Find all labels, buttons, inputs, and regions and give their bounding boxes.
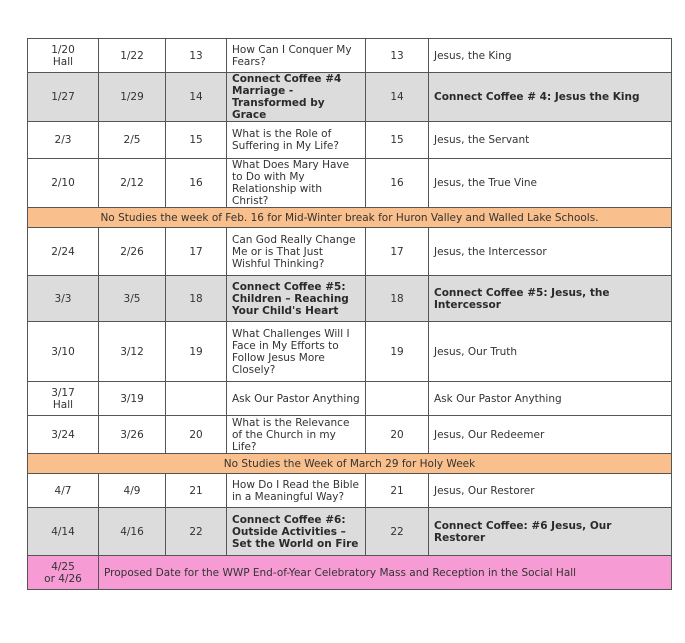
session-number: 20 bbox=[166, 416, 227, 454]
table-row bbox=[28, 208, 672, 228]
table-row bbox=[28, 508, 672, 556]
study-number: 19 bbox=[366, 322, 429, 382]
date-cell-primary: 3/10 bbox=[28, 322, 99, 382]
date-cell-primary: 2/10 bbox=[28, 159, 99, 208]
topic-cell: Ask Our Pastor Anything bbox=[227, 382, 366, 416]
study-number bbox=[366, 382, 429, 416]
study-cell: Jesus, the True Vine bbox=[429, 159, 672, 208]
table-row bbox=[28, 276, 672, 322]
date-cell-primary: 3/17 Hall bbox=[28, 382, 99, 416]
study-cell: Jesus, Our Truth bbox=[429, 322, 672, 382]
date-cell-primary: 1/20 Hall bbox=[28, 39, 99, 73]
study-number: 13 bbox=[366, 39, 429, 73]
session-number: 15 bbox=[166, 122, 227, 159]
study-number: 14 bbox=[366, 73, 429, 122]
topic-cell: What Does Mary Have to Do with My Relationship with Christ? bbox=[227, 159, 366, 208]
study-cell: Jesus, the Servant bbox=[429, 122, 672, 159]
session-number: 16 bbox=[166, 159, 227, 208]
session-number: 22 bbox=[166, 508, 227, 556]
date-cell-primary: 3/24 bbox=[28, 416, 99, 454]
study-cell: Connect Coffee #5: Jesus, the Intercessor bbox=[429, 276, 672, 322]
date-cell-secondary: 1/29 bbox=[99, 73, 166, 122]
session-number: 14 bbox=[166, 73, 227, 122]
schedule-table bbox=[27, 38, 672, 590]
date-cell-secondary: 3/19 bbox=[99, 382, 166, 416]
table-row bbox=[28, 474, 672, 508]
topic-cell: Connect Coffee #6: Outside Activities – Set the World on Fire bbox=[227, 508, 366, 556]
date-cell-secondary: 3/26 bbox=[99, 416, 166, 454]
session-number: 19 bbox=[166, 322, 227, 382]
break-notice: No Studies the week of Feb. 16 for Mid-Winter break for Huron Valley and Walled Lake Schools. bbox=[28, 208, 672, 228]
topic-cell: Connect Coffee #5: Children – Reaching Your Child's Heart bbox=[227, 276, 366, 322]
session-number bbox=[166, 382, 227, 416]
date-cell-primary: 4/7 bbox=[28, 474, 99, 508]
table-row bbox=[28, 73, 672, 122]
table-row bbox=[28, 39, 672, 73]
table-row bbox=[28, 416, 672, 454]
date-cell-secondary: 2/12 bbox=[99, 159, 166, 208]
topic-cell: How Can I Conquer My Fears? bbox=[227, 39, 366, 73]
study-cell: Jesus, Our Restorer bbox=[429, 474, 672, 508]
table-row bbox=[28, 382, 672, 416]
topic-cell: What is the Role of Suffering in My Life? bbox=[227, 122, 366, 159]
study-cell: Jesus, Our Redeemer bbox=[429, 416, 672, 454]
study-number: 22 bbox=[366, 508, 429, 556]
date-cell-secondary: 2/5 bbox=[99, 122, 166, 159]
topic-cell: What Challenges Will I Face in My Efforts to Follow Jesus More Closely? bbox=[227, 322, 366, 382]
mass-date-cell: 4/25 or 4/26 bbox=[28, 556, 99, 590]
session-number: 17 bbox=[166, 228, 227, 276]
date-cell-primary: 2/24 bbox=[28, 228, 99, 276]
table-row bbox=[28, 228, 672, 276]
date-cell-secondary: 3/5 bbox=[99, 276, 166, 322]
topic-cell: Connect Coffee #4 Marriage - Transformed by Grace bbox=[227, 73, 366, 122]
date-cell-secondary: 4/9 bbox=[99, 474, 166, 508]
table-row bbox=[28, 454, 672, 474]
session-number: 13 bbox=[166, 39, 227, 73]
date-cell-secondary: 1/22 bbox=[99, 39, 166, 73]
schedule-body bbox=[28, 39, 672, 590]
study-cell: Jesus, the Intercessor bbox=[429, 228, 672, 276]
date-cell-secondary: 4/16 bbox=[99, 508, 166, 556]
date-cell-primary: 1/27 bbox=[28, 73, 99, 122]
study-cell: Connect Coffee: #6 Jesus, Our Restorer bbox=[429, 508, 672, 556]
date-cell-primary: 2/3 bbox=[28, 122, 99, 159]
break-notice: No Studies the Week of March 29 for Holy Week bbox=[28, 454, 672, 474]
date-cell-primary: 3/3 bbox=[28, 276, 99, 322]
date-cell-secondary: 3/12 bbox=[99, 322, 166, 382]
date-cell-primary: 4/14 bbox=[28, 508, 99, 556]
table-row bbox=[28, 322, 672, 382]
table-row bbox=[28, 122, 672, 159]
study-number: 21 bbox=[366, 474, 429, 508]
study-number: 18 bbox=[366, 276, 429, 322]
mass-notice: Proposed Date for the WWP End-of-Year Celebratory Mass and Reception in the Social Hall bbox=[99, 556, 672, 590]
study-number: 16 bbox=[366, 159, 429, 208]
session-number: 18 bbox=[166, 276, 227, 322]
study-cell: Jesus, the King bbox=[429, 39, 672, 73]
table-row bbox=[28, 159, 672, 208]
study-cell: Connect Coffee # 4: Jesus the King bbox=[429, 73, 672, 122]
study-number: 17 bbox=[366, 228, 429, 276]
topic-cell: How Do I Read the Bible in a Meaningful Way? bbox=[227, 474, 366, 508]
study-cell: Ask Our Pastor Anything bbox=[429, 382, 672, 416]
table-row bbox=[28, 556, 672, 590]
study-number: 20 bbox=[366, 416, 429, 454]
topic-cell: What is the Relevance of the Church in my Life? bbox=[227, 416, 366, 454]
study-number: 15 bbox=[366, 122, 429, 159]
topic-cell: Can God Really Change Me or is That Just Wishful Thinking? bbox=[227, 228, 366, 276]
date-cell-secondary: 2/26 bbox=[99, 228, 166, 276]
session-number: 21 bbox=[166, 474, 227, 508]
